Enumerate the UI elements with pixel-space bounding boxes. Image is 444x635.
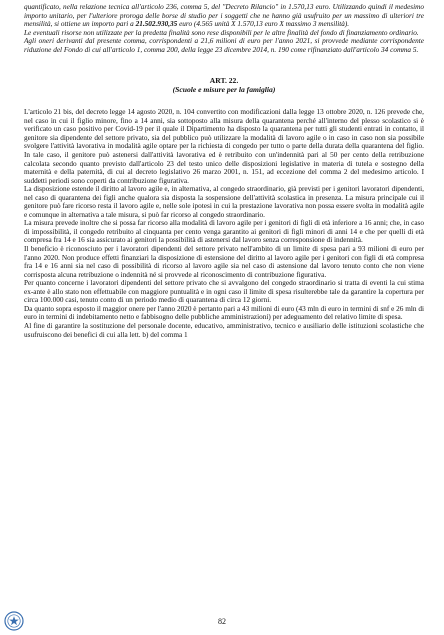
article-subtitle: (Scuole e misure per la famiglia) — [172, 85, 276, 95]
body-paragraph: Da quanto sopra esposto il maggior onere per l'anno 2020 è pertanto pari a 43 milioni di euro (43 mln di euro in termini di snf e 26 mln di euro in termini di indebitamento netto e fabbisogno delle pubbliche amministrazioni) per adeguamento del relativo limite di spesa. — [24, 304, 424, 322]
body-paragraph: Il beneficio è riconosciuto per i lavoratori dipendenti del settore privato nell'ambito di un limite di spesa pari a 93 milioni di euro per l'anno 2020. Non produce effetti finanziari la disposizione di estensione del diritto al lavoro agile per i genitori con figli di età compresa fra 14 e 16 anni sia nel caso di possibilità di ricorso al lavoro agile sia nel caso di astensione dal lavoro tenuto conto che non viene corrisposta alcuna retribuzione o indennità né si provvede al riconoscimento di contribuzione figurativa. — [24, 245, 424, 279]
body-paragraph: L'articolo 21 bis, del decreto legge 14 agosto 2020, n. 104 convertito con modificazioni dalla legge 13 ottobre 2020, n. 126 prevede che, nel caso in cui il figlio minore, fino a 14 anni, sia sottoposto alla misura della quarantena perché all'interno del plesso scolastico si è verificato un caso positivo per Covid-19 per il quale il Dipartimento ha disposto la quarantena per tutti gli studenti entrati in contatto, il genitore sia dipendente del settore privato, sia del pubblico può utilizzare la modalità di lavoro agile o in caso in caso non sia possibile svolgere l'attività lavorativa in modalità agile optare per la richiesta di congedo per tutto o parte della durata della quarantena del figlio. In tale caso, il genitore può astenersi dall'attività lavorativa ed è retribuito con un'indennità pari al 50 per cento della retribuzione calcolata secondo quanto previsto dall'articolo 23 del testo unico delle disposizioni legislative in materia di tutela e sostegno della maternità e della paternità, di cui al decreto legislativo 26 marzo 2001, n. 151, ad eccezione del comma 2 del medesimo articolo. I suddetti periodi sono coperti da contribuzione figurativa. — [24, 108, 424, 185]
page-number: 82 — [218, 617, 226, 626]
body-paragraph: La misura prevede inoltre che si possa far ricorso alla modalità di lavoro agile per i genitori di figli di età inferiore a 16 anni; che, in caso di impossibilità, il congedo retribuito al cinquanta per cento venga garantito ai genitori di figli minori di anni 14 e che per quelli di età compresa fra 14 e 16 sia assicurato ai genitori la possibilità di astenersi dal lavoro senza corresponsione di indennità. — [24, 219, 424, 245]
body-paragraph: Per quanto concerne i lavoratori dipendenti del settore privato che si avvalgono del congedo straordinario si tratta di eventi la cui stima ex-ante è allo stato non effettuabile con maggiore puntualità e in ogni caso il limite di spesa risulterebbe tale da garantire la copertura per circa 100.000 casi, tenuto conto di un periodo medio di quarantena di circa 12 giorni. — [24, 279, 424, 305]
paragraph-risorse: Le eventuali risorse non utilizzate per la predetta finalità sono rese disponibili per le altre finalità del fondo di finanziamento ordinario. — [24, 28, 419, 37]
paragraph-borse-studio: quantificato, nella relazione tecnica all'articolo 236, comma 5, del "Decreto Rilancio" in 1.570,13 euro. Utilizzando quindi il medesimo importo unitario, per l'ulteriore proroga delle borse di studio per i soggetti che ne hanno già usufruito per un massimo di ulteriori tre mensilità, si ottiene un importo pari a 21.502.930,35 euro (4.565 unità X 1.570,13 euro X massimo 3 mensilità). — [24, 3, 424, 29]
article-title: ART. 22. — [209, 76, 239, 86]
body-paragraph: Al fine di garantire la sostituzione del personale docente, educativo, amministrativo, tecnico e ausiliario delle istituzioni scolastiche che usufruiscono dei benefici di cui alla lett. b) del comma 1 — [24, 321, 424, 339]
previous-article-tail — [24, 3, 424, 54]
body-paragraph: La disposizione estende il diritto al lavoro agile e, in alternativa, al congedo straordinario, già previsti per i genitori lavoratori dipendenti, nel caso di quarantena dei figli anche qualora sia disposta la sospensione dell'attività scolastica in presenza. La misura principale cui il genitore può fare ricorso resta il lavoro agile e, nelle sole ipotesi in cui la prestazione lavorativa non possa essere svolta in modalità agile e comunque in alternativa a tale misura, si può far ricorso al congedo straordinario. — [24, 185, 424, 219]
bold-amount: 21.502.930,35 — [135, 20, 178, 29]
document-page — [24, 3, 424, 339]
article-body — [24, 108, 424, 339]
paragraph-oneri: Agli oneri derivanti dal presente comma, corrispondenti a 21,6 milioni di euro per l'anno 2021, si provvede mediante corrispondente riduzione del Fondo di cui all'articolo 1, comma 200, della legge 23 dicembre 2014, n. 190 come rifinanziato dall'articolo 34 comma 5. — [24, 37, 424, 54]
